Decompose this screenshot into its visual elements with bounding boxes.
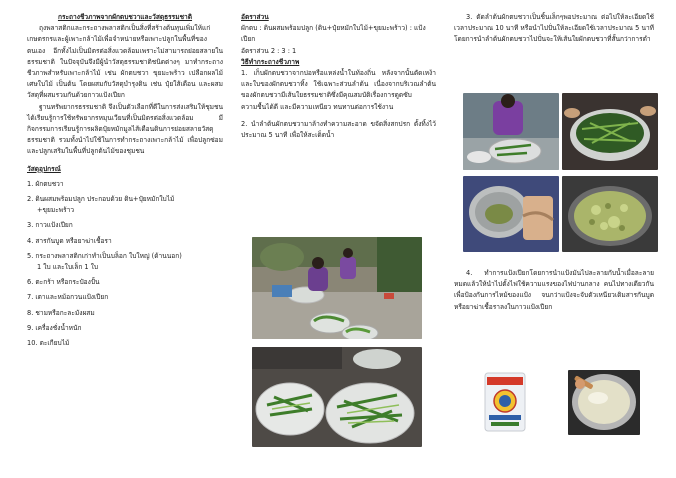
workers-washing-icon: [252, 237, 422, 339]
material-item: 3. กาวแป้งเปียก: [27, 221, 73, 230]
step-2: 2. นำลำต้นผักตบชวามาล้างทำความสะอาด ขจัดสิ่งสกปรก ตั้งทิ้งไว้ประมาณ 5 นาที เพื่อให้สะเด็ดน้ำ: [241, 119, 436, 140]
method-title: วิธีทำกระถางชีวภาพ: [241, 57, 300, 66]
materials-list: [27, 179, 223, 349]
column-3: [454, 12, 654, 46]
material-item: 2. ดินผสมพร้อมปลูก ประกอบด้วย ดิน+ปุ๋ยหมักใบไม้: [27, 195, 175, 204]
material-item: 4. สารกันบูด หรือยาฆ่าเชื้อรา: [27, 236, 112, 245]
material-item: 7. เตาและหม้อกวนแป้งเปียก: [27, 293, 109, 302]
intro-paragraph-1: ถุงพลาสติกและกระถางพลาสติกเป็นสิ่งที่สร้างต้นทุนเพิ่มให้แก่เกษตรกรและผู้เพาะกล้าไม้เพื่อจำหน่ายหรือเพาะปลูกในพื้นที่ของตนเอง อีกทั้งไม่เป็นมิตรต่อสิ่งแวดล้อมเพราะไม่สามารถย่อยสลายในธรรมชาติ ในปัจจุบันจึงมีผู้นำวัสดุธรรมชาติชนิดต่างๆ มาทำกระถางชีวภาพสำหรับเพาะกล้าไม้ เช่น ผักตบชวา ขุยมะพร้าว เปลือกผลไม้ เศษใบไม้ เป็นต้น โดยผสมกับวัสดุบำรุงดิน เช่น ปุ๋ยใส้เดือน และผสมวัสดุที่ผสมรวมกันด้วยกาวแป้งเปียก: [27, 24, 223, 100]
page-title: กระถางชีวภาพจากผักตบชวาและวัสดุธรรมชาติ: [57, 13, 193, 21]
material-item: 10. ตะเกียบไม้: [27, 339, 70, 348]
material-item: 9. เครื่องชั่งน้ำหนัก: [27, 323, 82, 332]
cooking-pot-icon: [568, 370, 640, 435]
material-item: 5. กระถางพลาสติกเก่าทำเป็นบล็อก ใบใหญ่ (ด้านนอก): [27, 251, 182, 260]
material-item: 1. ผักตบชวา: [27, 179, 64, 188]
ratio-title: อัตราส่วน: [241, 13, 269, 21]
step-1: 1. เก็บผักตบชวาจากบ่อหรือแหล่งน้ำในท้องถิ่น หลังจากนั้นตัดเหง้าและใบของผักตบชวาทิ้ง ใช้เฉพาะส่วนลำต้น เนื่องจากบริเวณลำต้นของผักตบชวามีเส้นใยธรรมชาติซึ่งมีคุณสมบัติเรื่องการดูดซับความชื้นได้ดี และมีความเหนียว ทนทานต่อการใช้งาน: [241, 69, 436, 111]
blended-fiber-icon: [562, 176, 658, 252]
material-item: +ขุยมะพร้าว: [37, 206, 75, 215]
ratio-text: ผักตบ : ดินผสมพร้อมปลูก (ดิน+ปุ๋ยหมักใบไม้+ขุยมะพร้าว) : แป้งเปียก: [241, 24, 426, 44]
column-1: [27, 12, 223, 349]
column-3-lower: [454, 268, 654, 313]
basins-of-hyacinth-icon: [252, 347, 422, 447]
material-item: 1 ใบ และใบเล็ก 1 ใบ: [37, 263, 99, 272]
chopped-stems-bowl-icon: [463, 176, 559, 252]
material-item: 8. ชามหรือกะละมังผสม: [27, 308, 95, 317]
bowl-of-stems-icon: [562, 93, 658, 170]
intro-paragraph-2: ฐานทรัพยากรธรรมชาติ จึงเป็นตัวเลือกที่ดีในการส่งเสริมให้ชุมชนได้เรียนรู้การใช้ทรัพยากรหมุนเวียนที่เป็นมิตรต่อสิ่งแวดล้อม มีกิจกรรมการเรียนรู้การผลิตปุ๋ยหมักมูลไส้เดือนดินการย่อยสลายวัสดุธรรมชาติ รวมทั้งนำไปใช้ในการทำกระถางเพาะกล้าไม้ เพื่อปลูกซ่อมและปลูกเสริมในพื้นที่ปลูกต้นไม้ของชุมชน: [27, 102, 223, 156]
material-item: 6. ตะกร้า หรือกระป๋องปั้น: [27, 278, 100, 287]
flour-bag-icon: [481, 371, 529, 433]
step-4: 4. ทำการแป้งเปียกโดยการนำแป้งมันไปละลายกับน้ำเมื่อละลายหมดแล้วให้นำไปตั้งไฟใช้ความแรงของไฟปานกลาง คนไปทางเดียวกันเพื่อป้องกันการไหม้ของแป้ง จนกว่าแป้งจะจับตัวเหนียวเติมสารกันบูด หรือยาฆ่าเชื้อราลงในกาวแป้งเปียก: [454, 269, 654, 311]
step-3: 3. ตัดลำต้นผักตบชวาเป็นชิ้นเล็กๆพอประมาณ ต่อไปให้ละเอียดใช้เวลาประมาณ 10 นาที หรือนำไปปั่นให้ละเอียดใช้เวลาประมาณ 5 นาที โดยการนำลำต้นผักตบชวาไปปั่นจะให้เส้นใยผักตบชวาที่สั้นกว่าการตำ: [454, 13, 654, 44]
cutting-stems-icon: [463, 93, 559, 170]
column-2: [241, 12, 436, 141]
materials-title: วัสดุอุปกรณ์: [27, 164, 61, 173]
ratio-value: อัตราส่วน 2 : 3 : 1: [241, 46, 297, 55]
